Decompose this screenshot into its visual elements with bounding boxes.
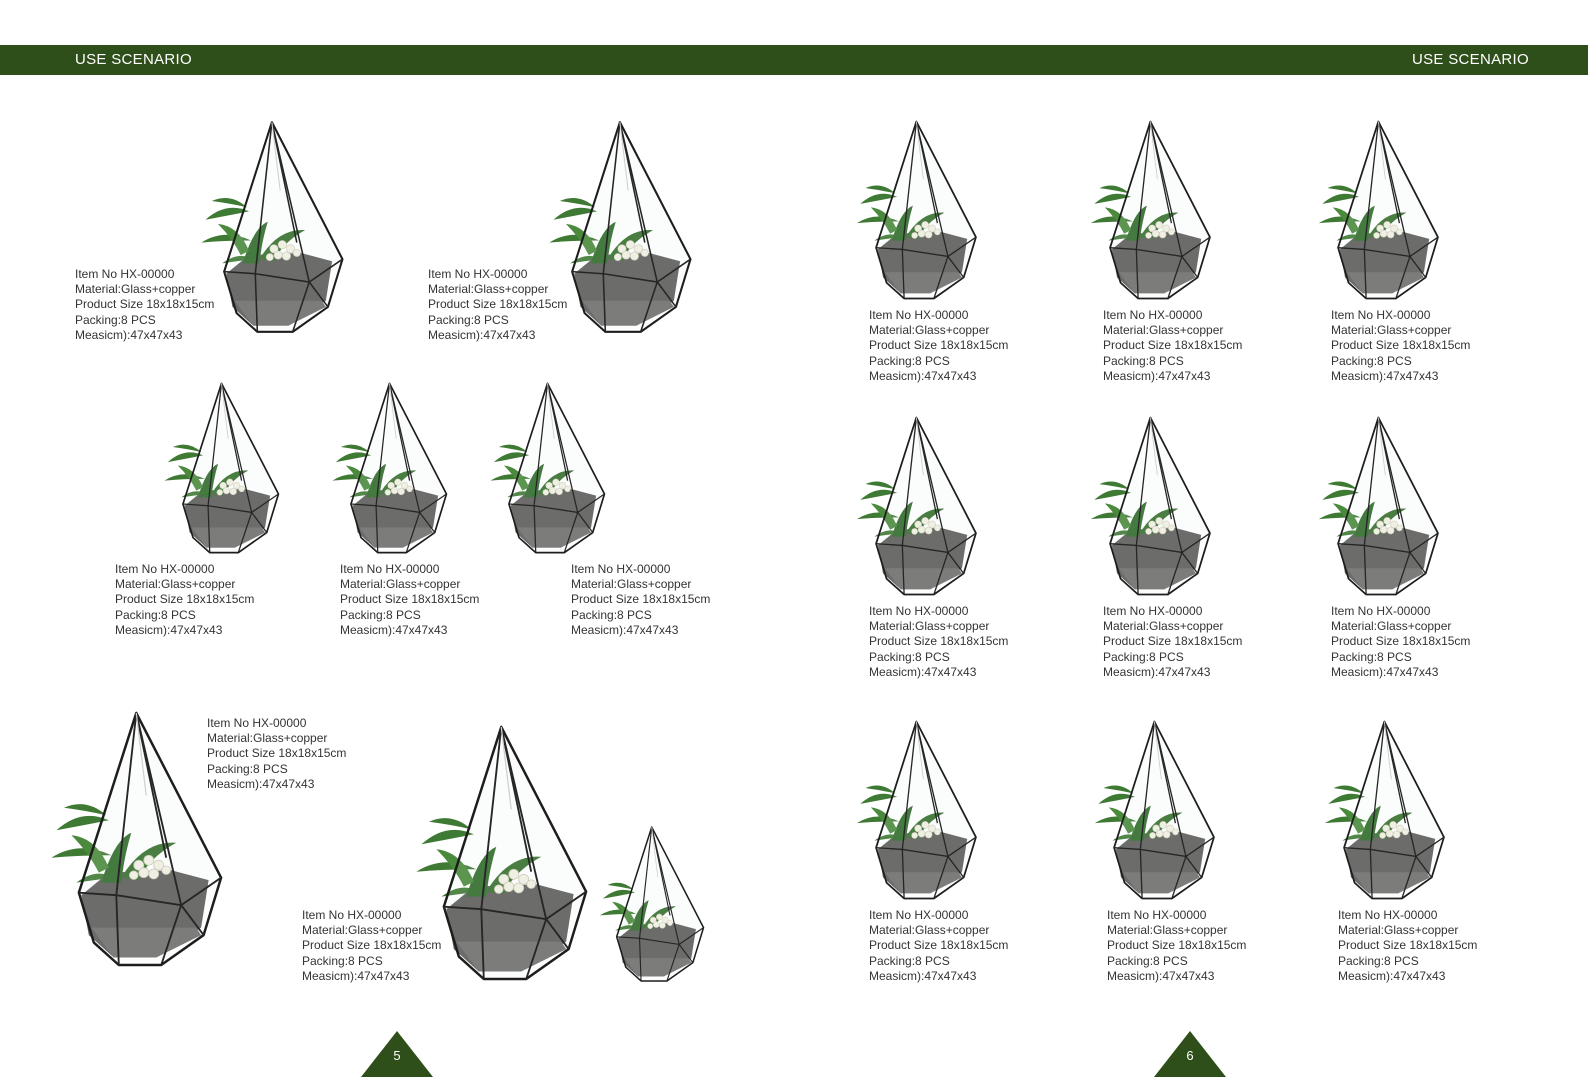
- terrarium-image: [160, 380, 288, 556]
- product-spec: Item No HX-00000 Material:Glass+copper Product Size 18x18x15cm Packing:8 PCS Measicm):47x47x43: [1107, 908, 1247, 983]
- terrarium-image: [852, 718, 986, 902]
- header-band: [0, 45, 1588, 75]
- product-spec: Item No HX-00000 Material:Glass+copper Product Size 18x18x15cm Packing:8 PCS Measicm):47x47x43: [1331, 604, 1471, 679]
- page-number-right: 6: [1186, 1048, 1194, 1063]
- right-page-title: USE SCENARIO: [1412, 51, 1529, 68]
- terrarium-image: [328, 380, 456, 556]
- product-spec: Item No HX-00000 Material:Glass+copper Product Size 18x18x15cm Packing:8 PCS Measicm):47x47x43: [1331, 308, 1471, 383]
- product-spec: Item No HX-00000 Material:Glass+copper Product Size 18x18x15cm Packing:8 PCS Measicm):47x47x43: [428, 267, 568, 342]
- product-spec: Item No HX-00000 Material:Glass+copper Product Size 18x18x15cm Packing:8 PCS Measicm):47x47x43: [207, 716, 347, 791]
- product-spec: Item No HX-00000 Material:Glass+copper Product Size 18x18x15cm Packing:8 PCS Measicm):47x47x43: [1338, 908, 1478, 983]
- product-spec: Item No HX-00000 Material:Glass+copper Product Size 18x18x15cm Packing:8 PCS Measicm):47x47x43: [75, 267, 215, 342]
- product-spec: Item No HX-00000 Material:Glass+copper Product Size 18x18x15cm Packing:8 PCS Measicm):47x47x43: [302, 908, 442, 983]
- product-spec: Item No HX-00000 Material:Glass+copper Product Size 18x18x15cm Packing:8 PCS Measicm):47x47x43: [571, 562, 711, 637]
- product-spec: Item No HX-00000 Material:Glass+copper Product Size 18x18x15cm Packing:8 PCS Measicm):47x47x43: [1103, 308, 1243, 383]
- terrarium-image: [852, 414, 986, 598]
- terrarium-image: [1320, 718, 1454, 902]
- terrarium-image: [544, 118, 702, 336]
- terrarium-image: [1314, 118, 1448, 302]
- terrarium-image: [1090, 718, 1224, 902]
- terrarium-image: [1314, 414, 1448, 598]
- left-page-title: USE SCENARIO: [75, 51, 192, 68]
- product-spec: Item No HX-00000 Material:Glass+copper Product Size 18x18x15cm Packing:8 PCS Measicm):47x47x43: [1103, 604, 1243, 679]
- terrarium-image: [486, 380, 614, 556]
- product-spec: Item No HX-00000 Material:Glass+copper Product Size 18x18x15cm Packing:8 PCS Measicm):47x47x43: [869, 604, 1009, 679]
- terrarium-image: [196, 118, 354, 336]
- product-spec: Item No HX-00000 Material:Glass+copper Product Size 18x18x15cm Packing:8 PCS Measicm):47x47x43: [115, 562, 255, 637]
- terrarium-image: [852, 118, 986, 302]
- product-spec: Item No HX-00000 Material:Glass+copper Product Size 18x18x15cm Packing:8 PCS Measicm):47x47x43: [869, 308, 1009, 383]
- product-spec: Item No HX-00000 Material:Glass+copper Product Size 18x18x15cm Packing:8 PCS Measicm):47x47x43: [869, 908, 1009, 983]
- small-terrarium-image: [596, 824, 712, 984]
- product-spec: Item No HX-00000 Material:Glass+copper Product Size 18x18x15cm Packing:8 PCS Measicm):47x47x43: [340, 562, 480, 637]
- page-number-left: 5: [393, 1048, 401, 1063]
- terrarium-image: [1086, 118, 1220, 302]
- terrarium-image: [1086, 414, 1220, 598]
